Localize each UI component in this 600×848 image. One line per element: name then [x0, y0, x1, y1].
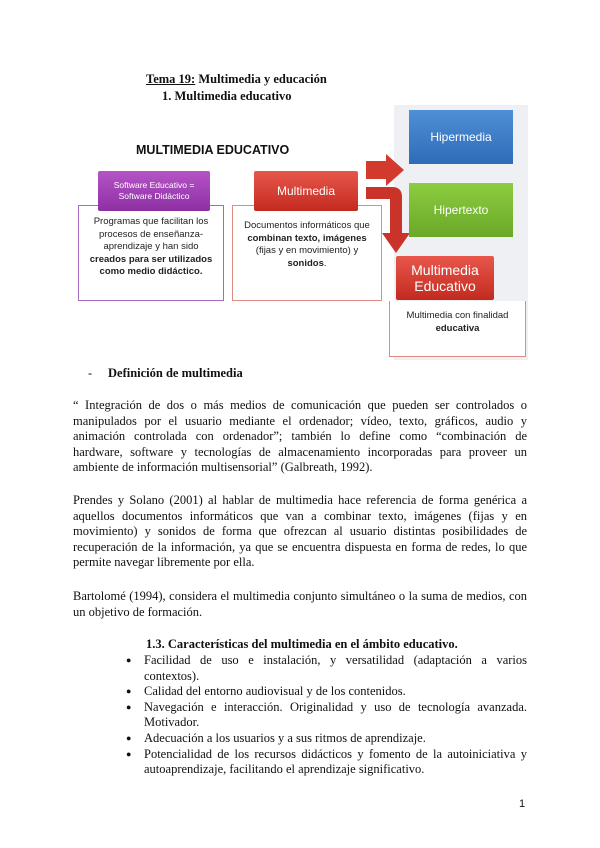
mm-desc-1: Documentos informáticos que — [244, 220, 370, 231]
software-description — [78, 205, 224, 301]
title-prefix: Tema 19: — [146, 72, 196, 86]
multimedia-diagram — [76, 105, 528, 360]
bullet-icon: ● — [126, 748, 132, 759]
software-educativo-box: Software Educativo = Software Didáctico — [98, 171, 210, 211]
definition-heading — [88, 366, 243, 381]
hipermedia-box: Hipermedia — [409, 110, 513, 164]
title-rest: Multimedia y educación — [195, 72, 327, 86]
mme-desc-plain: Multimedia con finalidad — [406, 310, 509, 321]
definition-dash: - — [88, 366, 93, 380]
characteristics-list — [126, 653, 527, 778]
list-item-text: Adecuación a los usuarios y a sus ritmos de aprendizaje. — [144, 730, 426, 745]
characteristics-heading: 1.3. Características del multimedia en el ámbito educativo. — [146, 637, 458, 651]
multimedia-educativo-description — [389, 301, 526, 357]
paragraph-galbreath: “ Integración de dos o más medios de comunicación que pueden ser controlados o manipulados por el usuario mediante el ordenador; vídeo, texto, gráficos, audio y animación controlada con ordenador”; también lo define como “combinación de hardware, software y tecnologías de almacenamiento incorporadas para proveer un ambiente de información multisensorial” (Galbreath, 1992). — [73, 398, 527, 475]
list-item — [126, 731, 527, 747]
list-item — [126, 747, 527, 778]
software-desc-plain: Programas que facilitan los procesos de enseñanza-aprendizaje y han sido — [93, 216, 209, 252]
page-number: 1 — [519, 798, 526, 810]
mm-desc-2: (fijas y en movimiento) y — [255, 245, 359, 256]
paragraph-prendes-solano: Prendes y Solano (2001) al hablar de multimedia hace referencia de forma genérica a aquellos documentos informáticos que van a combinar texto, imágenes (fijas y en movimiento) y sonidos de forma que ofrezcan al usuario distintas posibilidades de recuperación de la información, ya que se encuentra dispuesta en forma de redes, lo que permite navegar libremente por ella. — [73, 493, 527, 570]
mm-desc-bold2: sonidos — [287, 257, 324, 269]
mme-desc-bold: educativa — [435, 322, 480, 334]
arrow-to-hipermedia — [366, 154, 404, 186]
bullet-icon: ● — [126, 655, 132, 665]
section-subtitle: 1. Multimedia educativo — [162, 89, 292, 103]
diagram-heading: MULTIMEDIA EDUCATIVO — [136, 143, 290, 157]
list-item-text: Navegación e interacción. Originalidad y uso de tecnología avanzada. Motivador. — [144, 699, 527, 730]
list-item-text: Facilidad de uso e instalación, y versatilidad (adaptación a varios contextos). — [144, 653, 527, 683]
list-item-text: Potencialidad de los recursos didácticos y fomento de la autoiniciativa y autoaprendizaje, facilitando el aprendizaje significativo. — [144, 746, 527, 777]
definition-heading-text: Definición de multimedia — [108, 366, 243, 380]
list-item-text: Calidad del entorno audiovisual y de los contenidos. — [144, 684, 406, 699]
list-item — [126, 684, 527, 700]
hipertexto-box: Hipertexto — [409, 183, 513, 237]
list-item — [126, 653, 527, 684]
mm-desc-3: . — [323, 257, 327, 269]
multimedia-educativo-box: Multimedia Educativo — [396, 256, 494, 300]
paragraph-bartolome: Bartolomé (1994), considera el multimedia conjunto simultáneo o la suma de medios, con un objetivo de formación. — [73, 589, 527, 619]
software-desc-bold: creados para ser utilizados como medio didáctico. — [89, 253, 213, 277]
mm-desc-bold1: combinan texto, imágenes — [247, 232, 367, 244]
bullet-icon: ● — [126, 686, 132, 697]
multimedia-box: Multimedia — [254, 171, 358, 211]
bullet-icon: ● — [126, 732, 132, 743]
bullet-icon: ● — [126, 701, 132, 712]
list-item — [126, 700, 527, 731]
document-title — [146, 72, 327, 87]
multimedia-description — [232, 205, 382, 301]
